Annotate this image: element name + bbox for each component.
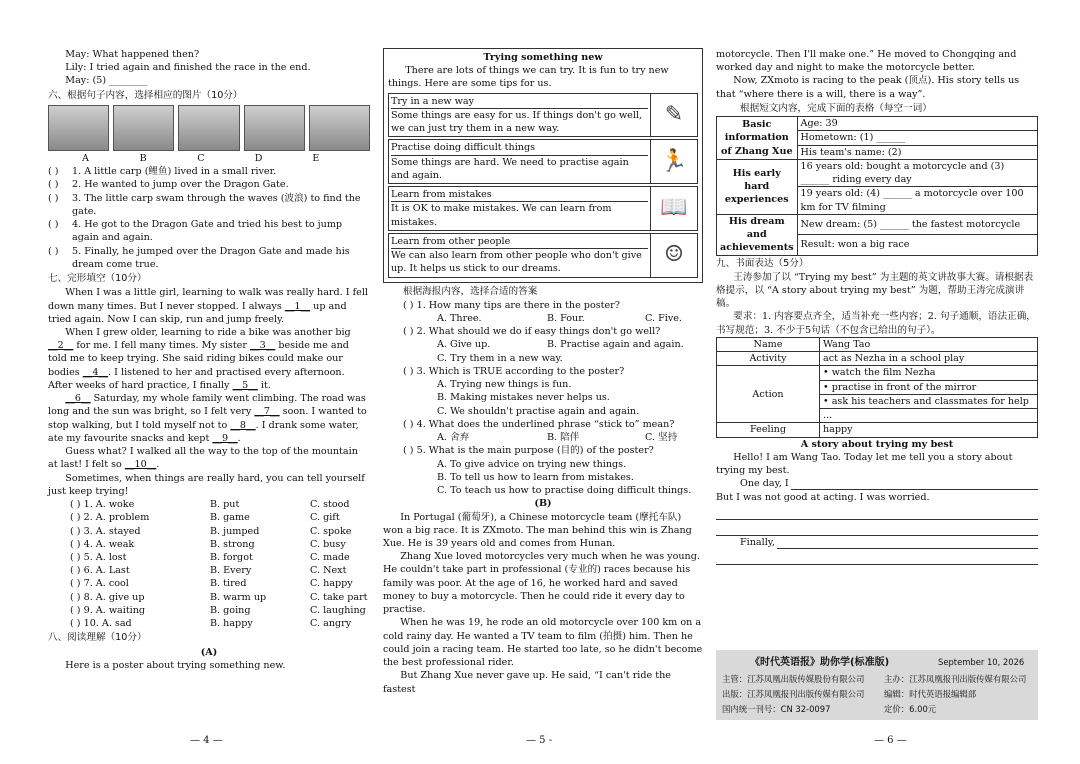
question[interactable]: ( ) 2. What should we do if easy things don't go well? <box>403 326 661 338</box>
cloze-blank[interactable]: __4__ <box>82 366 109 378</box>
question[interactable]: ( ) 4. What does the underlined phrase “stick to” mean? <box>403 418 675 430</box>
tip-heading: Learn from other people <box>391 235 648 249</box>
article-paragraph: But Zhang Xue never gave up. He said, “I can't ride the fastest <box>383 670 671 695</box>
publisher-line: 出版：江苏凤凰报刊出版传媒有限公司 <box>722 689 865 699</box>
cloze-blank[interactable]: __6__ <box>65 393 91 405</box>
cloze-blank[interactable]: __9__ <box>212 432 238 444</box>
cloze-paragraph: Sometimes, when things are really hard, you can tell yourself just keep trying! <box>48 472 365 497</box>
option-row[interactable]: ( ) 5. A. lost B. forgot C. made <box>70 551 350 563</box>
section-6-heading: 六、根据句子内容，选择相应的图片（10分） <box>48 89 243 101</box>
tip-heading: Learn from mistakes <box>391 188 648 202</box>
picture-letter: A <box>82 152 89 164</box>
table-cell: Result: won a big race <box>797 235 1037 255</box>
page-number: — 4 — <box>190 735 223 746</box>
option[interactable]: A. Three. <box>437 312 482 324</box>
essay-text: Finally, <box>740 536 775 548</box>
tip-heading: Try in a new way <box>391 95 648 109</box>
section-7-heading: 七、完形填空（10分） <box>48 273 147 285</box>
option-row[interactable]: ( ) 8. A. give up B. warm up C. take part <box>70 591 368 603</box>
cloze-paragraph: When I was a little girl, learning to walk was really hard. I fell down many times. But I never stopped. I always __1__ up and tried again. Now I can skip, run and jump freely. <box>48 287 368 325</box>
tip-body: We can also learn from other people who don't give up. It helps us stick to our dreams. <box>391 250 642 275</box>
dragon-gate-picture <box>178 105 239 151</box>
newspaper-title: 《时代英语报》助你学(标准版) <box>750 657 890 668</box>
tip-box <box>388 186 698 231</box>
question[interactable]: ( ) 1. How many tips are there in the poster? <box>403 299 620 311</box>
tip-body: It is OK to make mistakes. We can learn from mistakes. <box>391 203 612 228</box>
tip-box <box>388 233 698 278</box>
answer-bracket[interactable]: ( ) <box>48 166 59 178</box>
option-row[interactable]: ( ) 3. A. stayed B. jumped C. spoke <box>70 525 352 537</box>
carp-swimming-picture <box>244 105 305 151</box>
picture-letters <box>82 152 370 165</box>
options <box>383 431 703 444</box>
option[interactable]: A. 舍弃 <box>437 432 470 444</box>
table-cell: ... <box>820 409 1038 423</box>
dialogue-line: Lily: I tried again and finished the race in the end. <box>65 62 311 74</box>
part-b-label: (B) <box>534 498 552 510</box>
row-header: Basic information of Zhang Xue <box>717 117 798 160</box>
picture-letter: E <box>312 152 320 164</box>
article-paragraph: When he was 19, he rode an old motorcycle over 100 km on a cold rainy day. He wanted a TV team to film (拍摄) him. Then he could join a racing team. He started too late, so he didn't become the best professional rider. <box>383 617 703 669</box>
picture-letter: C <box>197 152 205 164</box>
question-text: 5. Finally, he jumped over the Dragon Gate and made his dream come true. <box>72 245 350 270</box>
publisher-line: 编辑：时代英语报编辑部 <box>884 689 977 699</box>
table-cell: act as Nezha in a school play <box>820 352 1038 366</box>
column-page-6 <box>716 48 1038 565</box>
question[interactable]: ( ) 5. What is the main purpose (目的) of the poster? <box>403 445 654 457</box>
dialogue-line: May: What happened then? <box>65 49 200 60</box>
poster <box>383 48 703 283</box>
reading-instruction: 根据海报内容，选择合适的答案 <box>403 285 538 297</box>
table-cell: happy <box>820 423 1038 437</box>
options <box>383 312 703 325</box>
writing-line[interactable] <box>716 477 1038 490</box>
issue-date: September 10, 2026 <box>938 657 1025 667</box>
table-cell[interactable]: 19 years old: (4) ______ a motorcycle over 100 km for TV filming <box>797 187 1037 214</box>
tip-heading: Practise doing difficult things <box>391 141 648 155</box>
publisher-line: 国内统一刊号：CN 32-0097 <box>722 704 831 714</box>
cloze-blank[interactable]: __7__ <box>254 406 280 418</box>
option[interactable]: C. We shouldn't practise again and again. <box>437 405 640 417</box>
option-row[interactable]: ( ) 2. A. problem B. game C. gift <box>70 512 340 524</box>
picture-question <box>48 165 370 178</box>
cloze-blank[interactable]: __3__ <box>250 340 276 352</box>
column-page-5 <box>383 48 703 696</box>
picture-question <box>48 192 370 218</box>
table-label: Activity <box>717 352 820 366</box>
dragon-picture <box>48 105 109 151</box>
row-header: His dream and achievements <box>717 214 798 255</box>
article-paragraph: Now, ZXmoto is racing to the peak (顶点). His story tells us that “where there is a will, there is a way”. <box>716 75 1020 100</box>
table-cell[interactable]: Hometown: (1) ______ <box>797 131 1037 145</box>
tip-body: Some things are easy for us. If things don't go well, we can just try them in a new way. <box>391 109 643 135</box>
option[interactable]: C. Five. <box>645 312 682 324</box>
picture-question <box>48 245 370 271</box>
article-paragraph: Zhang Xue loved motorcycles very much when he was young. He couldn't take part in professional (专业的) races because his family was poor. At the age of 16, he worked hard and saved money to buy a motorcycle. Then he could ride it every day to practise. <box>383 551 700 616</box>
info-table <box>716 116 1038 255</box>
table-cell: Age: 39 <box>797 117 1037 131</box>
cloze-blank[interactable]: __2__ <box>48 340 74 352</box>
people-icon: ☺ <box>650 234 697 277</box>
writing-line[interactable] <box>716 549 1038 565</box>
article-paragraph: motorcycle. Then I'll make one.” He moved to Chongqing and worked day and night to make the motorcycle better. <box>716 49 1017 74</box>
poster-intro: Here is a poster about trying something new. <box>65 659 286 671</box>
table-cell: • practise in front of the mirror <box>820 380 1038 394</box>
option-row[interactable]: ( ) 6. A. Last B. Every C. Next <box>70 565 347 577</box>
page-number: — 6 — <box>874 735 907 746</box>
waves-picture <box>309 105 370 151</box>
table-cell: • watch the film Nezha <box>820 366 1038 380</box>
essay-title: A story about trying my best <box>800 438 954 450</box>
answer-bracket[interactable]: ( ) <box>48 179 59 191</box>
question-text: 1. A little carp (鲤鱼) lived in a small river. <box>72 166 277 178</box>
cloze-paragraph: Guess what? I walked all the way to the top of the mountain at last! I felt so __10__. <box>48 446 358 471</box>
cloze-blank[interactable]: __5__ <box>232 379 258 391</box>
table-cell[interactable]: New dream: (5) ______ the fastest motorcycle <box>797 214 1037 234</box>
studying-icon: 📖 <box>650 187 697 230</box>
cloze-blank[interactable]: __10__ <box>124 459 157 471</box>
picture-question <box>48 178 370 191</box>
option[interactable]: C. Try them in a new way. <box>437 352 563 364</box>
option[interactable]: A. Give up. <box>437 339 491 351</box>
carp-jumping-picture <box>113 105 174 151</box>
table-instruction: 根据短文内容，完成下面的表格（每空一词） <box>740 102 932 114</box>
writing-line[interactable] <box>716 520 1038 536</box>
option-row[interactable]: ( ) 9. A. waiting B. going C. laughing <box>70 604 366 616</box>
option[interactable]: C. 坚持 <box>645 432 678 444</box>
writing-requirements: 要求：1. 内容要点齐全，适当补充一些内容；2. 句子通顺，语法正确，书写规范；3. 不少于5句话（不包含已给出的句子）。 <box>716 311 1036 336</box>
option-row[interactable]: ( ) 4. A. weak B. strong C. busy <box>70 538 346 550</box>
publisher-line: 主管：江苏凤凰出版传媒股份有限公司 <box>722 674 865 684</box>
table-label: Name <box>717 337 820 351</box>
cloze-paragraph: When I grew older, learning to ride a bike was another big __2__ for me. I fell many times. My sister __3__ beside me and told me to keep trying. She said riding bikes could make our bodies __4__. I listened to her and practised every afternoon. After weeks of hard practice, I finally __5__ it. <box>48 326 351 391</box>
writing-prompt: 王涛参加了以 “Trying my best” 为主题的英文讲故事大赛。请根据表格提示，以 “A story about trying my best” 为题，帮助王涛完成演讲稿。 <box>716 271 1034 310</box>
option[interactable]: A. Trying new things is fun. <box>437 379 572 391</box>
option-row[interactable]: ( ) 7. A. cool B. tired C. happy <box>70 578 353 590</box>
article-paragraph: In Portugal (葡萄牙), a Chinese motorcycle team (摩托车队) won a big race. It is ZXmoto. The man behind this win is Zhang Xue. He is 39 years old and comes from Hunan. <box>383 511 692 549</box>
table-cell: Wang Tao <box>820 337 1038 351</box>
cloze-options <box>48 498 370 630</box>
answer-bracket[interactable]: ( ) <box>48 245 59 257</box>
option[interactable]: B. Making mistakes never helps us. <box>437 392 610 404</box>
option-row[interactable]: ( ) 10. A. sad B. happy C. angry <box>70 618 352 630</box>
page-number: — 5 - <box>526 735 553 746</box>
essay-text: One day, I <box>740 478 789 490</box>
tip-box <box>388 139 698 184</box>
tip-box <box>388 93 698 138</box>
answer-bracket[interactable]: ( ) <box>48 219 59 231</box>
option-row[interactable]: ( ) 1. A. woke B. put C. stood <box>70 499 350 511</box>
picture-letter: D <box>254 152 263 164</box>
option[interactable]: B. Practise again and again. <box>547 339 684 351</box>
question-text: 3. The little carp swam through the waves (波浪) to find the gate. <box>72 192 361 217</box>
answer-bracket[interactable]: ( ) <box>48 192 59 204</box>
question[interactable]: ( ) 3. Which is TRUE according to the poster? <box>403 365 625 377</box>
question-text: 2. He wanted to jump over the Dragon Gate. <box>72 179 289 191</box>
options <box>383 338 703 351</box>
cloze-blank[interactable]: __8__ <box>230 419 256 431</box>
poster-intro-text: There are lots of things we can try. It is fun to try new things. Here are some tips for us. <box>388 65 669 90</box>
cloze-paragraph: __6__ Saturday, my whole family went climbing. The road was long and the sun was bright, so I felt very __7__ soon. I wanted to stop walking, but I told myself not to __8__. I drank some water, ate my favourite snacks and kept __9__. <box>48 393 367 444</box>
essay-opening: Hello! I am Wang Tao. Today let me tell you a story about trying my best. <box>716 451 1013 477</box>
cloze-blank[interactable]: __1__ <box>284 300 311 312</box>
option[interactable]: A. To give advice on trying new things. <box>437 458 627 470</box>
poster-title: Trying something new <box>483 52 603 63</box>
writing-table <box>716 337 1038 438</box>
drawing-icon: ✎ <box>650 94 697 137</box>
picture-strip <box>48 105 370 151</box>
picture-question <box>48 218 370 244</box>
column-page-4 <box>48 48 370 672</box>
option[interactable]: B. 陪伴 <box>547 432 580 444</box>
section-8-heading: 八、阅读理解（10分） <box>48 632 147 644</box>
writing-line[interactable] <box>716 504 1038 520</box>
row-header: His early hard experiences <box>717 159 798 214</box>
table-cell: • ask his teachers and classmates for help <box>820 394 1038 408</box>
section-9-heading: 九、书面表达（5分） <box>716 257 809 269</box>
essay-text: But I was not good at acting. I was worried. <box>716 491 930 503</box>
option[interactable]: B. To tell us how to learn from mistakes. <box>437 471 634 483</box>
publication-info-box <box>716 650 1038 720</box>
tip-body: Some things are hard. We need to practise again and again. <box>391 156 629 181</box>
table-cell[interactable]: His team's name: (2) <box>797 145 1037 159</box>
running-icon: 🏃 <box>650 140 697 183</box>
part-a-label: (A) <box>200 646 218 658</box>
question-text: 4. He got to the Dragon Gate and tried his best to jump again and again. <box>72 219 343 244</box>
option[interactable]: C. To teach us how to practise doing difficult things. <box>437 485 692 497</box>
dialogue-line: May: (5) ________ <box>65 75 148 87</box>
option[interactable]: B. Four. <box>547 312 585 324</box>
price-line: 定价：6.00元 <box>884 704 937 714</box>
picture-letter: B <box>139 152 147 164</box>
table-label: Action <box>717 366 820 423</box>
table-label: Feeling <box>717 423 820 437</box>
writing-line[interactable] <box>716 536 1038 549</box>
table-cell[interactable]: 16 years old: bought a motorcycle and (3) ______ riding every day <box>797 159 1037 186</box>
publisher-line: 主办：江苏凤凰报刊出版传媒有限公司 <box>884 674 1027 684</box>
